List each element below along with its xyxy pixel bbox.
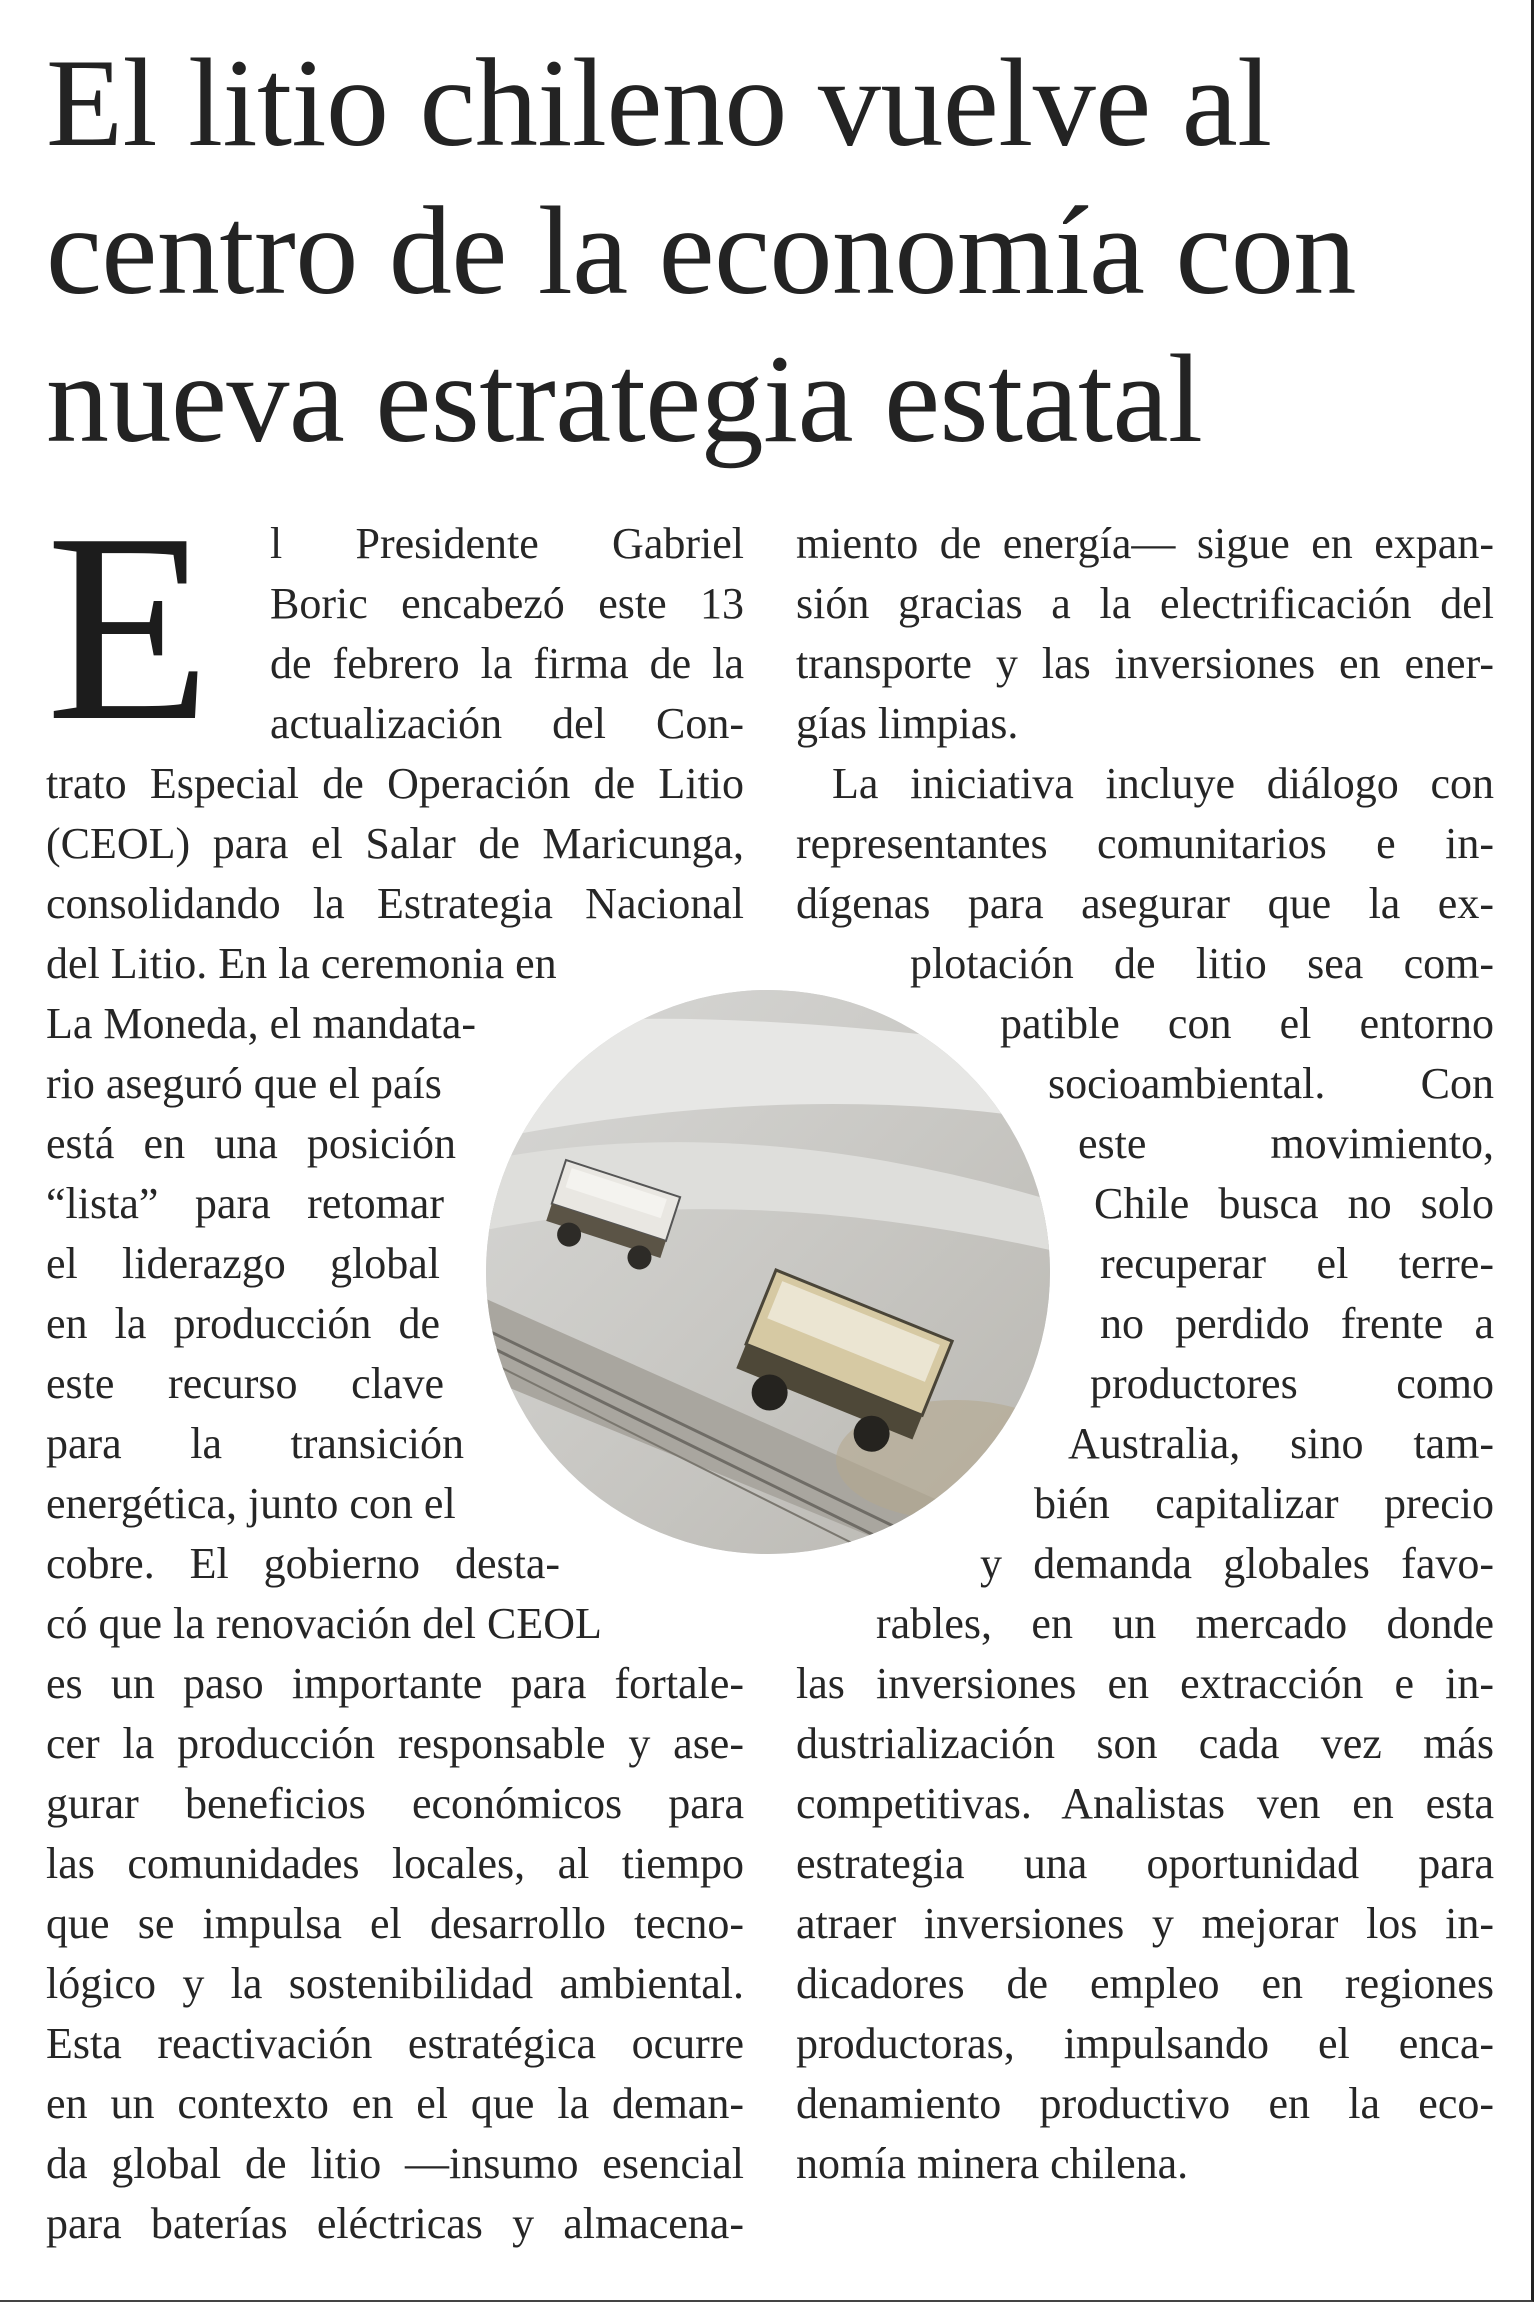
text-line: gías limpias. bbox=[796, 699, 1019, 748]
text-line: está en una posición bbox=[46, 1119, 456, 1168]
headline: El litio chileno vuelve al centro de la economía con nueva estrategia estatal bbox=[46, 34, 1356, 469]
text-line: recuperar el terre- bbox=[1100, 1239, 1494, 1288]
text-line: trato Especial de Operación de Litio bbox=[46, 759, 744, 808]
text-line: competitivas. Analistas ven en esta bbox=[796, 1779, 1494, 1828]
text-line: este recurso clave bbox=[46, 1359, 444, 1408]
text-line: “lista” para retomar bbox=[46, 1179, 444, 1228]
text-line: en un contexto en el que la deman- bbox=[46, 2079, 744, 2128]
text-line: cer la producción responsable y ase- bbox=[46, 1719, 744, 1768]
text-line: sión gracias a la electrificación del bbox=[796, 579, 1494, 628]
text-line: Boric encabezó este 13 bbox=[270, 579, 744, 628]
text-line: para baterías eléctricas y almacena- bbox=[46, 2199, 744, 2248]
text-line: del Litio. En la ceremonia en bbox=[46, 939, 557, 988]
text-line: socioambiental. Con bbox=[1048, 1059, 1494, 1108]
text-line: el liderazgo global bbox=[46, 1239, 440, 1288]
text-line: nomía minera chilena. bbox=[796, 2139, 1189, 2188]
mining-trucks-photo bbox=[486, 990, 1050, 1554]
text-line: Esta reactivación estratégica ocurre bbox=[46, 2019, 744, 2068]
text-line: transporte y las inversiones en ener- bbox=[796, 639, 1494, 688]
text-line: miento de energía— sigue en expan- bbox=[796, 519, 1494, 568]
text-line: l Presidente Gabriel bbox=[270, 519, 744, 568]
text-line: plotación de litio sea com- bbox=[910, 939, 1494, 988]
text-line: que se impulsa el desarrollo tecno- bbox=[46, 1899, 744, 1948]
text-line: en la producción de bbox=[46, 1299, 440, 1348]
text-line: este movimiento, bbox=[1078, 1119, 1494, 1168]
text-line: rio aseguró que el país bbox=[46, 1059, 442, 1108]
text-line: consolidando la Estrategia Nacional bbox=[46, 879, 744, 928]
text-line: lógico y la sostenibilidad ambiental. bbox=[46, 1959, 744, 2008]
text-line: energética, junto con el bbox=[46, 1479, 456, 1528]
text-line: estrategia una oportunidad para bbox=[796, 1839, 1494, 1888]
text-line: có que la renovación del CEOL bbox=[46, 1599, 602, 1648]
text-line: Chile busca no solo bbox=[1094, 1179, 1494, 1228]
text-line: representantes comunitarios e in- bbox=[796, 819, 1494, 868]
text-line: bién capitalizar precio bbox=[1034, 1479, 1494, 1528]
text-line: de febrero la firma de la bbox=[270, 639, 744, 688]
text-line: da global de litio —insumo esencial bbox=[46, 2139, 744, 2188]
text-line: dustrialización son cada vez más bbox=[796, 1719, 1494, 1768]
text-line: gurar beneficios económicos para bbox=[46, 1779, 744, 1828]
text-line: dígenas para asegurar que la ex- bbox=[796, 879, 1494, 928]
text-line: no perdido frente a bbox=[1100, 1299, 1494, 1348]
text-line: dicadores de empleo en regiones bbox=[796, 1959, 1494, 2008]
text-line: las inversiones en extracción e in- bbox=[796, 1659, 1494, 1708]
text-line: es un paso importante para fortale- bbox=[46, 1659, 744, 1708]
text-line: cobre. El gobierno desta- bbox=[46, 1539, 560, 1588]
text-line: La Moneda, el mandata- bbox=[46, 999, 477, 1048]
text-line: actualización del Con- bbox=[270, 699, 744, 748]
text-line: La iniciativa incluye diálogo con bbox=[832, 759, 1494, 808]
text-line: (CEOL) para el Salar de Maricunga, bbox=[46, 819, 744, 868]
text-line: las comunidades locales, al tiempo bbox=[46, 1839, 744, 1888]
text-line: productoras, impulsando el enca- bbox=[796, 2019, 1494, 2068]
text-line: para la transición bbox=[46, 1419, 464, 1468]
text-line: rables, en un mercado donde bbox=[876, 1599, 1494, 1648]
text-line: atraer inversiones y mejorar los in- bbox=[796, 1899, 1494, 1948]
text-line: y demanda globales favo- bbox=[980, 1539, 1494, 1588]
text-line: patible con el entorno bbox=[1000, 999, 1494, 1048]
text-line: denamiento productivo en la eco- bbox=[796, 2079, 1494, 2128]
text-line: productores como bbox=[1090, 1359, 1494, 1408]
text-line: Australia, sino tam- bbox=[1068, 1419, 1494, 1468]
drop-cap: E bbox=[46, 478, 211, 777]
